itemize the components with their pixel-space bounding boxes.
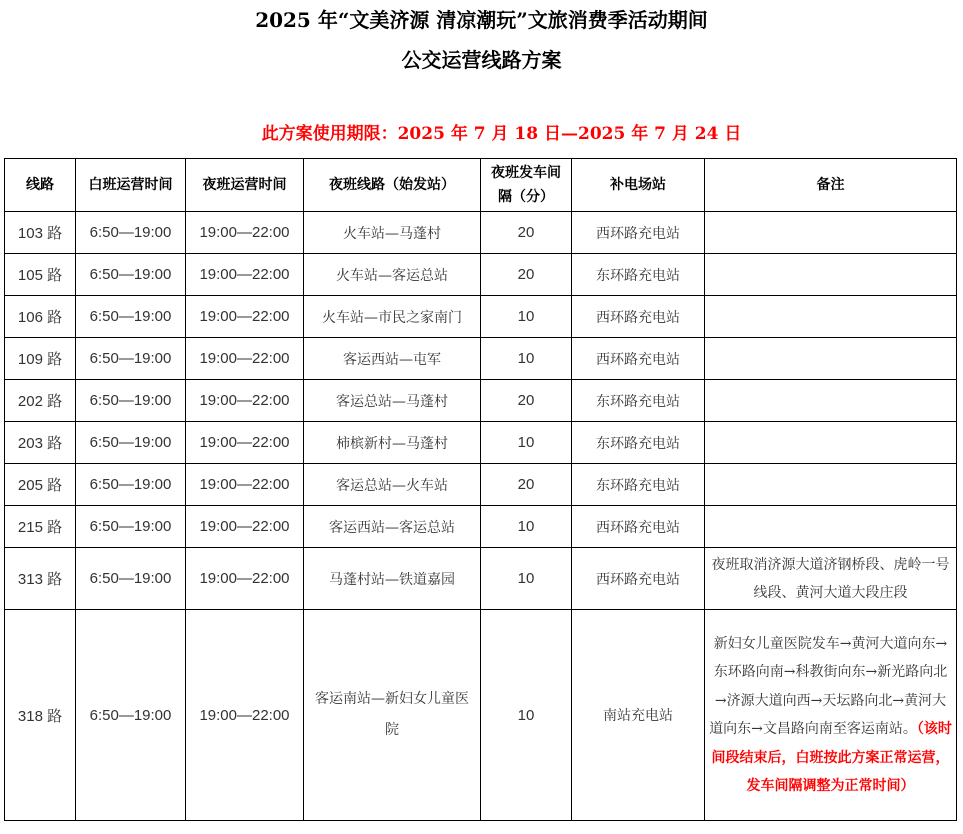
- cell-route: 215 路: [5, 506, 76, 548]
- table-row: [5, 422, 957, 464]
- cell-day-hours: 6:50—19:00: [76, 506, 186, 548]
- cell-route: 109 路: [5, 338, 76, 380]
- cell-route: 313 路: [5, 548, 76, 610]
- cell-day-hours: 6:50—19:00: [76, 464, 186, 506]
- table-row: [5, 506, 957, 548]
- remarks-route-text: 新妇女儿童医院发车→黄河大道向东→东环路向南→科教街向东→新光路向北→济源大道向西→天坛路向北→黄河大道向东→文昌路向南至客运南站。: [709, 635, 948, 737]
- cell-station: 东环路充电站: [572, 380, 705, 422]
- table-row: [5, 610, 957, 821]
- cell-day-hours: 6:50—19:00: [76, 610, 186, 821]
- cell-interval: 10: [481, 422, 572, 464]
- cell-remarks: [705, 212, 957, 254]
- table-row: [5, 380, 957, 422]
- cell-night-route: 火车站—马蓬村: [304, 212, 481, 254]
- cell-interval: 10: [481, 296, 572, 338]
- cell-remarks: [705, 380, 957, 422]
- cell-night-route: 柿槟新村—马蓬村: [304, 422, 481, 464]
- cell-station: 东环路充电站: [572, 464, 705, 506]
- cell-night-hours: 19:00—22:00: [186, 254, 304, 296]
- table-row: [5, 548, 957, 610]
- cell-station: 西环路充电站: [572, 296, 705, 338]
- cell-route: 202 路: [5, 380, 76, 422]
- cell-remarks: [705, 464, 957, 506]
- cell-interval: 10: [481, 548, 572, 610]
- cell-day-hours: 6:50—19:00: [76, 212, 186, 254]
- cell-interval: 10: [481, 338, 572, 380]
- cell-day-hours: 6:50—19:00: [76, 548, 186, 610]
- cell-route: 103 路: [5, 212, 76, 254]
- cell-night-hours: 19:00—22:00: [186, 212, 304, 254]
- table-row: [5, 464, 957, 506]
- cell-night-route: 客运总站—马蓬村: [304, 380, 481, 422]
- cell-station: 西环路充电站: [572, 506, 705, 548]
- table-row: [5, 296, 957, 338]
- cell-remarks: [705, 254, 957, 296]
- cell-remarks: [705, 506, 957, 548]
- table-row: [5, 212, 957, 254]
- table-header-row: [5, 159, 957, 212]
- header-night-interval: 夜班发车间隔（分）: [481, 159, 572, 212]
- validity-period: 此方案使用期限：2025 年 7 月 18 日—2025 年 7 月 24 日: [261, 124, 742, 144]
- cell-day-hours: 6:50—19:00: [76, 296, 186, 338]
- cell-day-hours: 6:50—19:00: [76, 380, 186, 422]
- cell-station: 东环路充电站: [572, 422, 705, 464]
- cell-night-route: 马蓬村站—铁道嘉园: [304, 548, 481, 610]
- cell-interval: 20: [481, 212, 572, 254]
- cell-station: 南站充电站: [572, 610, 705, 821]
- header-remarks: 备注: [705, 159, 957, 212]
- cell-interval: 10: [481, 506, 572, 548]
- cell-day-hours: 6:50—19:00: [76, 422, 186, 464]
- cell-station: 西环路充电站: [572, 338, 705, 380]
- cell-night-route: 客运总站—火车站: [304, 464, 481, 506]
- cell-day-hours: 6:50—19:00: [76, 338, 186, 380]
- route-table: [4, 158, 957, 821]
- cell-night-hours: 19:00—22:00: [186, 548, 304, 610]
- cell-night-route: 客运西站—客运总站: [304, 506, 481, 548]
- cell-interval: 20: [481, 464, 572, 506]
- cell-station: 西环路充电站: [572, 212, 705, 254]
- header-route: 线路: [5, 159, 76, 212]
- cell-station: 东环路充电站: [572, 254, 705, 296]
- cell-route: 105 路: [5, 254, 76, 296]
- document-title-line2: 公交运营线路方案: [401, 48, 562, 72]
- remarks-red-note: （该时间段结束后，白班按此方案正常运营，发车间隔调整为正常时间）: [711, 721, 952, 794]
- cell-station: 西环路充电站: [572, 548, 705, 610]
- cell-night-route: 火车站—市民之家南门: [304, 296, 481, 338]
- cell-route: 205 路: [5, 464, 76, 506]
- cell-route: 203 路: [5, 422, 76, 464]
- table-row: [5, 254, 957, 296]
- header-night-route: 夜班线路（始发站）: [304, 159, 481, 212]
- header-night-hours: 夜班运营时间: [186, 159, 304, 212]
- cell-interval: 20: [481, 254, 572, 296]
- cell-day-hours: 6:50—19:00: [76, 254, 186, 296]
- cell-night-hours: 19:00—22:00: [186, 296, 304, 338]
- header-charging-station: 补电场站: [572, 159, 705, 212]
- cell-remarks: [705, 610, 957, 821]
- table-row: [5, 338, 957, 380]
- cell-night-hours: 19:00—22:00: [186, 380, 304, 422]
- cell-night-route: 火车站—客运总站: [304, 254, 481, 296]
- cell-route: 318 路: [5, 610, 76, 821]
- cell-remarks: [705, 422, 957, 464]
- cell-night-route: 客运西站—屯军: [304, 338, 481, 380]
- cell-interval: 10: [481, 610, 572, 821]
- cell-night-hours: 19:00—22:00: [186, 506, 304, 548]
- cell-route: 106 路: [5, 296, 76, 338]
- cell-remarks: [705, 296, 957, 338]
- cell-night-hours: 19:00—22:00: [186, 464, 304, 506]
- cell-night-hours: 19:00—22:00: [186, 422, 304, 464]
- cell-remarks: [705, 338, 957, 380]
- cell-night-hours: 19:00—22:00: [186, 338, 304, 380]
- document-title-line1: 2025 年“文美济源 清凉潮玩”文旅消费季活动期间: [255, 8, 708, 32]
- header-day-hours: 白班运营时间: [76, 159, 186, 212]
- cell-night-hours: 19:00—22:00: [186, 610, 304, 821]
- cell-night-route: 客运南站—新妇女儿童医院: [304, 610, 481, 821]
- cell-remarks: 夜班取消济源大道济钢桥段、虎岭一号线段、黄河大道大段庄段: [705, 548, 957, 610]
- cell-interval: 20: [481, 380, 572, 422]
